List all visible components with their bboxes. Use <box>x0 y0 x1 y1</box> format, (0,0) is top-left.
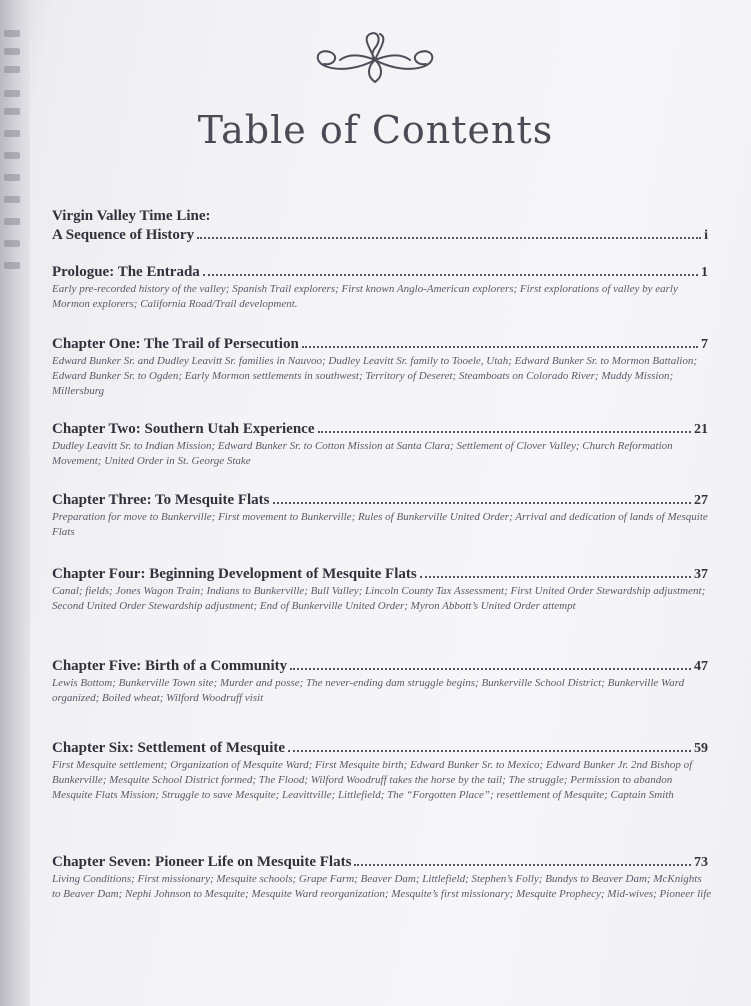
toc-entry-timeline <box>52 208 708 244</box>
entry-heading: Chapter Two: Southern Utah Experience <box>52 421 315 437</box>
toc-entry-chapter-one <box>52 336 708 399</box>
entry-heading: Chapter Six: Settlement of Mesquite <box>52 740 286 756</box>
entry-heading: Chapter Five: Birth of a Community <box>52 658 288 674</box>
entry-heading: Chapter Four: Beginning Development of Mesquite Flats <box>52 566 417 582</box>
entry-page-number: 21 <box>694 422 708 437</box>
dot-leader <box>273 501 691 504</box>
entry-heading: Prologue: The Entrada <box>52 264 200 280</box>
dot-leader <box>288 749 691 752</box>
entry-description: Canal; fields; Jones Wagon Train; Indians to Bunkerville; Bull Valley; Lincoln County Tax Assessment; First United Order Stewardship adjustment; Second United Order Stewardship adjustment; End of Bunkerville United Order; Myron Abbott’s United Order attempt <box>52 585 706 612</box>
entry-description: Preparation for move to Bunkerville; First movement to Bunkerville; Rules of Bunkerville United Order; Arrival and dedication of lands of Mesquite Flats <box>52 511 708 538</box>
entry-page-number: 27 <box>694 493 708 508</box>
dot-leader <box>197 236 701 239</box>
entry-description: First Mesquite settlement; Organization of Mesquite Ward; First Mesquite birth; Edward Bunker Sr. to Mexico; Edward Bunker Jr. 2nd Bishop of Bunkerville; Mesquite School District formed; The Flood; Wilford Woodruff takes the horse by the tail; The struggle; Permission to abandon Mesquite Flats Mission; Struggle to save Mesquite; Leavittville; Littlefield; The “Forgotten Place”; resettlement of Mesquite; Captain Smith <box>52 759 693 801</box>
entry-description: Edward Bunker Sr. and Dudley Leavitt Sr. families in Nauvoo; Dudley Leavitt Sr. family to Tooele, Utah; Edward Bunker Sr. to Mormon Battalion; Edward Bunker Sr. to Ogden; Early Mormon settlements in southwest; Territory of Deseret; Steamboats on Colorado River; Muddy Mission; Millersburg <box>52 355 697 397</box>
entry-description: Dudley Leavitt Sr. to Indian Mission; Edward Bunker Sr. to Cotton Mission at Santa Clara; Settlement of Clover Valley; Church Reformation Movement; United Order in St. George Stake <box>52 440 673 467</box>
dot-leader <box>290 667 691 670</box>
flourish-ornament-icon <box>300 30 450 90</box>
entry-page-number: 47 <box>694 659 708 674</box>
entry-heading: Chapter One: The Trail of Persecution <box>52 336 299 352</box>
entry-page-number: 1 <box>701 265 708 280</box>
toc-entry-chapter-seven <box>52 854 712 902</box>
entry-heading: Chapter Seven: Pioneer Life on Mesquite Flats <box>52 854 352 870</box>
entry-description: Lewis Bottom; Bunkerville Town site; Murder and posse; The never-ending dam struggle begins; Bunkerville School District; Bunkerville Ward organized; Boiled wheat; Wilford Woodruff visit <box>52 677 685 704</box>
page-title: Table of Contents <box>197 108 554 152</box>
entry-page-number: i <box>704 228 708 243</box>
entry-page-number: 7 <box>701 337 708 352</box>
toc-entry-chapter-five <box>52 658 708 706</box>
dot-leader <box>420 575 691 578</box>
toc-entry-prologue <box>52 264 708 312</box>
entry-page-number: 73 <box>694 855 708 870</box>
toc-entry-chapter-six <box>52 740 708 803</box>
toc-entry-chapter-two <box>52 421 708 469</box>
entry-heading: A Sequence of History <box>52 227 195 243</box>
dot-leader <box>302 345 698 348</box>
entry-heading-line1: Virgin Valley Time Line: <box>52 208 211 224</box>
entry-page-number: 37 <box>694 567 708 582</box>
entry-heading: Chapter Three: To Mesquite Flats <box>52 492 270 508</box>
entry-description: Living Conditions; First missionary; Mesquite schools; Grape Farm; Beaver Dam; Littlefield; Stephen’s Folly; Bundys to Beaver Dam; McKnights to Beaver Dam; Nephi Johnson to Mesquite; Mesquite Ward reorganization; Mesquite’s first missionary; Mesquite Prophecy; Mid-wives; Pioneer life <box>52 873 712 900</box>
toc-entry-chapter-three <box>52 492 708 540</box>
dot-leader <box>203 273 698 276</box>
toc-entry-chapter-four <box>52 566 708 614</box>
entry-page-number: 59 <box>694 741 708 756</box>
dot-leader <box>354 863 691 866</box>
entry-description: Early pre-recorded history of the valley; Spanish Trail explorers; First known Anglo-American explorers; First explorations of valley by early Mormon explorers; California Road/Trail development. <box>52 283 678 310</box>
dot-leader <box>318 430 692 433</box>
